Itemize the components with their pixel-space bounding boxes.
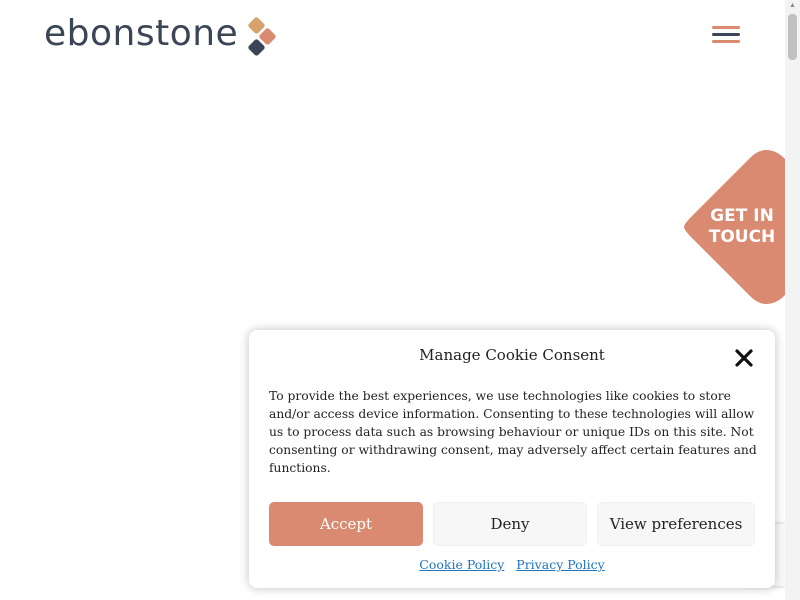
get-in-touch-button[interactable] xyxy=(684,150,794,304)
deny-button[interactable]: Deny xyxy=(433,502,587,546)
cookie-consent-dialog xyxy=(249,330,775,588)
cookie-message: To provide the best experiences, we use technologies like cookies to store and/or access device information. Consenting to these technologies will allow us to process data such as browsing behaviour or unique IDs on this site. Not consenting or withdrawing consent, may adversely affect certain features and functions. xyxy=(269,389,757,475)
privacy-policy-link[interactable]: Privacy Policy xyxy=(516,557,605,572)
cookie-policy-links xyxy=(249,557,775,572)
site-logo[interactable] xyxy=(44,12,278,56)
cookie-title: Manage Cookie Consent xyxy=(419,346,605,364)
get-in-touch-label: GET IN TOUCH xyxy=(708,206,776,247)
menu-bar-bottom xyxy=(712,40,740,43)
menu-bar-middle xyxy=(712,33,740,36)
close-icon[interactable] xyxy=(734,348,754,368)
view-preferences-button[interactable]: View preferences xyxy=(597,502,755,546)
menu-bar-top xyxy=(712,26,740,29)
logo-text: ebonstone xyxy=(44,13,239,54)
accept-button[interactable]: Accept xyxy=(269,502,423,546)
vertical-scrollbar[interactable] xyxy=(785,0,800,600)
logo-diamonds-icon xyxy=(246,15,278,59)
hamburger-icon[interactable] xyxy=(712,26,742,46)
scrollbar-thumb[interactable] xyxy=(788,14,797,60)
cookie-policy-link[interactable]: Cookie Policy xyxy=(419,557,505,572)
scroll-up-arrow-icon[interactable]: ▲ xyxy=(789,2,796,9)
